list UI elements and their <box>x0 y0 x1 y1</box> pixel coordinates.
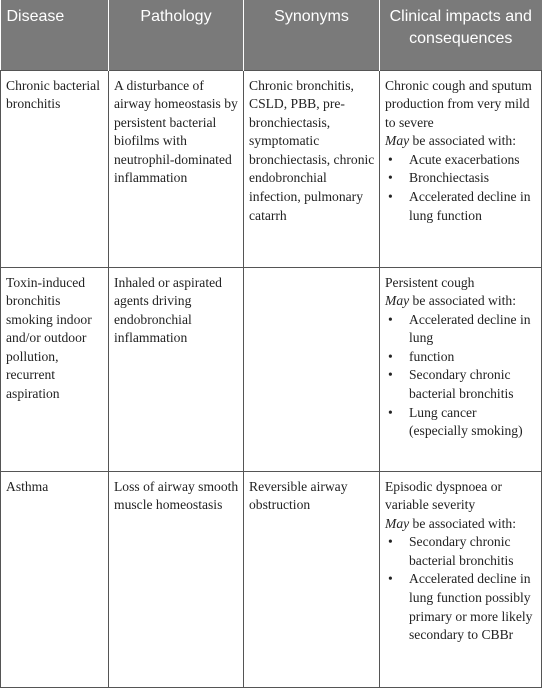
cell-disease: Asthma <box>1 471 109 687</box>
cell-clinical-impacts <box>380 267 542 471</box>
impact-intro: Episodic dyspnoea or variable severity <box>385 478 503 513</box>
cell-synonyms <box>244 267 380 471</box>
impact-prefix: May be associated with: <box>385 515 516 531</box>
list-item: • Secondary chronic bacterial bronchitis <box>385 533 537 570</box>
list-item: • Secondary chronic bacterial bronchitis <box>385 366 537 403</box>
header-disease: Disease <box>1 0 109 70</box>
header-clinical-impacts: Clinical impacts and consequences <box>380 0 542 70</box>
impact-prefix: May be associated with: <box>385 133 516 149</box>
cell-pathology: Inhaled or aspirated agents driving endobronchial inflammation <box>109 267 244 471</box>
impact-list <box>385 151 537 225</box>
list-item: • function <box>385 348 537 367</box>
impact-intro: Persistent cough <box>385 274 475 290</box>
cell-synonyms: Reversible airway obstruction <box>244 471 380 687</box>
list-item: • Accelerated decline in lung function <box>385 188 537 225</box>
list-item: • Accelerated decline in lung function possibly primary or more likely secondary to CBBr <box>385 570 537 644</box>
table-row <box>1 267 542 471</box>
cell-clinical-impacts <box>380 70 542 267</box>
header-synonyms: Synonyms <box>244 0 380 70</box>
list-item: • Accelerated decline in lung <box>385 311 537 348</box>
impact-list <box>385 311 537 441</box>
list-item: • Acute exacerbations <box>385 151 537 170</box>
table-header <box>1 0 542 70</box>
cell-disease: Toxin-induced bronchitis smoking indoor and/or outdoor pollution, recurrent aspiration <box>1 267 109 471</box>
impact-intro: Chronic cough and sputum production from very mild to severe <box>385 77 532 130</box>
cell-clinical-impacts <box>380 471 542 687</box>
cell-pathology: Loss of airway smooth muscle homeostasis <box>109 471 244 687</box>
cell-disease: Chronic bacterial bronchitis <box>1 70 109 267</box>
list-item: • Lung cancer (especially smoking) <box>385 404 537 441</box>
table-row <box>1 471 542 687</box>
impact-list <box>385 533 537 645</box>
header-pathology: Pathology <box>109 0 244 70</box>
impact-prefix: May be associated with: <box>385 293 516 309</box>
table-row <box>1 70 542 267</box>
cell-synonyms: Chronic bronchitis, CSLD, PBB, pre-bronchiectasis, symptomatic bronchiectasis, chronic endobronchial infection, pulmonary catarrh <box>244 70 380 267</box>
list-item: • Bronchiectasis <box>385 169 537 188</box>
cell-pathology: A disturbance of airway homeostasis by persistent bacterial biofilms with neutrophil-dominated inflammation <box>109 70 244 267</box>
